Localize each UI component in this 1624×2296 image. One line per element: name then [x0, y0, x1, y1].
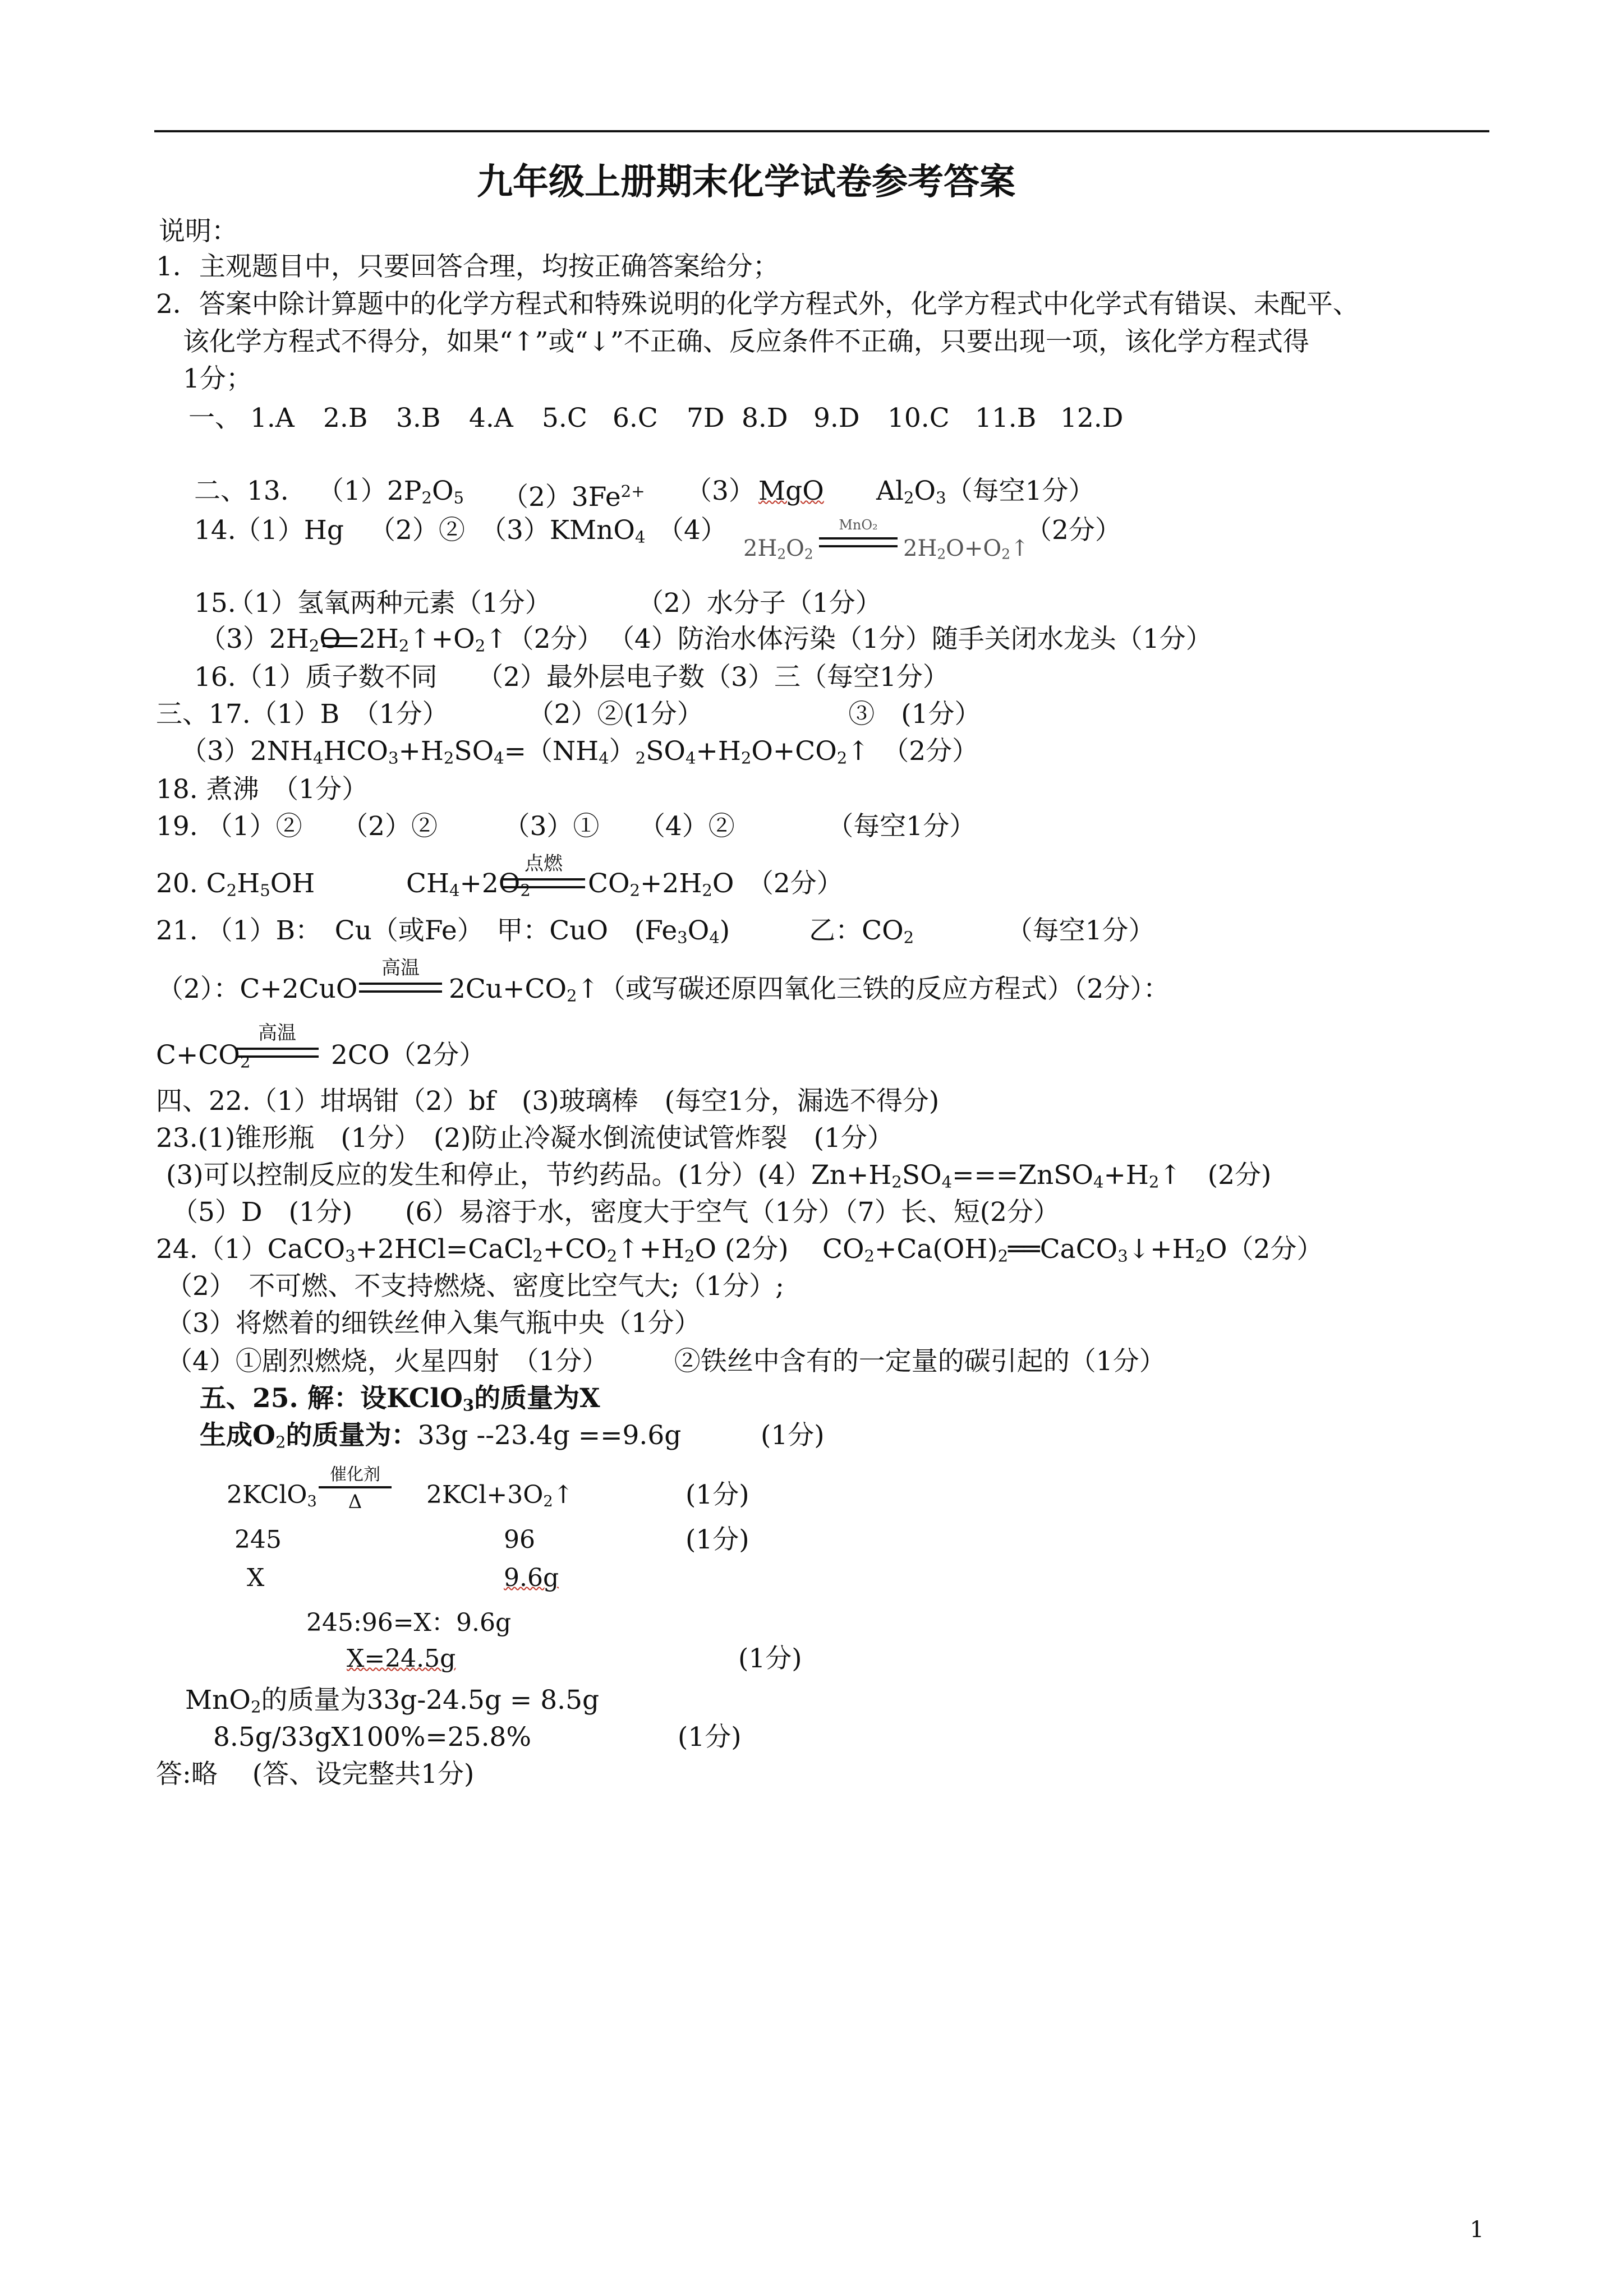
- q23-line-3: （5）D (1分) (6）易溶于水，密度大于空气（1分）（7）长、短(2分）: [172, 1197, 1060, 1228]
- q23-line-1: 23.(1)锥形瓶 (1分） (2)防止冷凝水倒流使试管炸裂 (1分）: [156, 1123, 894, 1154]
- q25-unknown: X: [247, 1564, 265, 1592]
- q25-proportion: 245:96=X：9.6g: [306, 1608, 512, 1637]
- q25-line-2: 生成$O_2$的质量为：33g --23.4g ==9.6g: [200, 1420, 682, 1452]
- answer-5: 5.C: [542, 403, 587, 434]
- q13-answer-1: $(1)2P_2O_5$: [318, 476, 464, 508]
- q25-percentage-score: (1分): [678, 1722, 742, 1753]
- note-2-line-2: 该化学方程式不得分，如果“↑”或“↓”不正确、反应条件不正确，只要出现一项，该化学方程式得: [183, 326, 1309, 357]
- q15-answer-3-left: $(3)2H_2O$: [200, 624, 341, 656]
- q25-line-2-score: (1分): [761, 1420, 825, 1451]
- q21-reaction-condition-2: 高温: [236, 1023, 319, 1068]
- q13-answer-3a: MgO: [758, 476, 824, 506]
- header-rule: [154, 130, 1489, 132]
- answer-10: 10.C: [887, 403, 950, 434]
- q15-label: 15.: [194, 588, 236, 619]
- q25-mass-ratio-score: (1分): [686, 1524, 749, 1555]
- q21-line-3-left: $C+CO_2$: [156, 1040, 251, 1072]
- note-2-line-3: 1分；: [183, 363, 252, 394]
- q21-line-2-left: （2）：C+2CuO: [157, 974, 358, 1004]
- q13-answer-3b: $Al_2O_3$（每空1分）: [876, 476, 1095, 508]
- q21-line-3-right: 2CO（2分）: [331, 1040, 486, 1071]
- q25-equation-score: (1分): [686, 1479, 749, 1510]
- q24-line-3: （3）将燃着的细铁丝伸入集气瓶中央（1分）: [166, 1308, 701, 1339]
- q14-equation-right: $2H_2O+O_2↑$: [903, 536, 1029, 563]
- q24-line-1-right: $CO_2+Ca(OH)_2══CaCO_3↓+H_2O(2$分）: [822, 1234, 1323, 1266]
- q21-line-1: 21. （1）B： Cu（或Fe） 甲：CuO $(Fe_3O_4)$ 乙：$CO_2$ （每空1分）: [156, 915, 1155, 947]
- q15-answer-3-right: $2H_2↑+O_2↑(2$分）: [359, 624, 604, 656]
- q17-line-2: $(3)2NH_4HCO_3+H_2SO_4=(NH_4)_2SO_4+H_2O+CO_2↑$ （2分）: [181, 736, 979, 768]
- q13-answer-2: $(2)3Fe^{2+}$: [502, 482, 645, 513]
- notes-heading: 说明：: [159, 216, 238, 247]
- q24-line-2: （2） 不可燃、不支持燃烧、密度比空气大;（1分）;: [166, 1271, 784, 1302]
- q20-equation-left: $CH_4+2O_2$: [406, 868, 531, 900]
- q15-answer-1: （1）氢氧两种元素（1分）: [228, 588, 551, 619]
- q16-answers: 16.（1）质子数不同 （2）最外层电子数（3）三（每空1分）: [194, 662, 949, 693]
- q22-answers: 四、22.（1）坩埚钳（2）bf (3)玻璃棒 (每空1分，漏选不得分): [156, 1086, 940, 1117]
- answer-4: 4.A: [469, 403, 513, 434]
- answer-3: 3.B: [396, 403, 441, 434]
- page-number: 1: [1470, 2217, 1484, 2243]
- q25-result-score: (1分): [738, 1643, 802, 1674]
- q25-equation-right: $2KCl+3O_2↑$: [426, 1481, 574, 1510]
- q25-mno2-mass: MnO$_2$的质量为33g-24.5g = 8.5g: [185, 1685, 600, 1717]
- section-1-label: 一、: [188, 403, 241, 434]
- q14-equation-left: $2H_2O_2$: [743, 536, 813, 563]
- q14-answer-1: （1）Hg: [234, 515, 344, 546]
- q15-answer-4: （4）防治水体污染（1分）随手关闭水龙头（1分）: [608, 624, 1212, 654]
- q25-result: X=24.5g: [347, 1644, 456, 1673]
- q20-equation-right: $CO_2+2H_2O$ （2分）: [588, 868, 843, 900]
- note-2-line-1: 2．答案中除计算题中的化学方程式和特殊说明的化学方程式外，化学方程式中化学式有错误、未配平、: [156, 289, 1359, 320]
- q14-answer-4-label: （4）: [657, 515, 727, 546]
- page-title: 九年级上册期末化学试卷参考答案: [477, 161, 1015, 203]
- q15-reaction-condition: [323, 624, 357, 655]
- q25-mass-ratio-1: 245: [234, 1525, 282, 1554]
- q24-line-4: （4）①剧烈燃烧，火星四射 （1分） ②铁丝中含有的一定量的碳引起的（1分）: [166, 1346, 1166, 1377]
- q25-conclusion: 答:略 (答、设完整共1分): [156, 1759, 475, 1790]
- q13-answer-3-label: （3）: [686, 476, 755, 506]
- answer-7: 7D: [687, 403, 725, 434]
- note-1: 1．主观题目中，只要回答合理，均按正确答案给分；: [156, 251, 779, 282]
- q23-line-2: (3)可以控制反应的发生和停止，节约药品。(1分）$(4)Zn+H_2SO_4===ZnSO_4+H_2↑$ (2分): [166, 1160, 1272, 1192]
- q20-answer-1: 20. $C_2H_5OH$: [156, 868, 315, 900]
- q25-oxygen-mass: 9.6g: [504, 1564, 559, 1592]
- q25-equation-left: 2KClO$_3$: [227, 1481, 317, 1510]
- answer-9: 9.D: [813, 403, 860, 434]
- q25-line-1: 五、25. 解：设KClO$_3$的质量为X: [200, 1383, 600, 1415]
- q20-reaction-condition: 点燃: [502, 854, 585, 898]
- q15-answer-2: （2）水分子（1分）: [637, 588, 882, 619]
- q14-label: 14.: [194, 515, 236, 546]
- answer-2: 2.B: [323, 403, 368, 434]
- q25-mass-ratio-2: 96: [504, 1525, 535, 1554]
- answer-12: 12.D: [1060, 403, 1124, 434]
- answer-11: 11.B: [975, 403, 1037, 434]
- q14-reaction-condition: MnO₂: [819, 515, 898, 554]
- q13-label: 二、13.: [194, 476, 289, 506]
- q25-percentage: 8.5g/33gX100%=25.8%: [213, 1722, 532, 1753]
- q24-line-1-left: $24.(1)CaCO_3+2HCl=CaCl_2+CO_2↑+H_2O$ (2分): [156, 1234, 789, 1266]
- q14-answer-2: （2）②: [369, 515, 465, 546]
- q21-reaction-condition-1: 高温: [359, 958, 442, 1003]
- q17-line-1: 三、17.（1）B （1分） （2）②(1分） ③ (1分）: [156, 699, 981, 730]
- q19-answers: 19. （1）② （2）② （3）① （4）② （每空1分）: [156, 811, 976, 842]
- q25-reaction-condition: 催化剂 Δ: [319, 1465, 392, 1527]
- q14-score: （2分）: [1025, 515, 1121, 546]
- q21-line-2-right: $2Cu+CO_2↑$（或写碳还原四氧化三铁的反应方程式）（2分）：: [449, 974, 1170, 1006]
- answer-1: 1.A: [250, 403, 295, 434]
- q14-answer-3: （3）KMnO$_4$: [480, 515, 646, 547]
- answer-8: 8.D: [742, 403, 788, 434]
- q18-answer: 18. 煮沸 （1分）: [156, 774, 369, 805]
- answer-6: 6.C: [613, 403, 658, 434]
